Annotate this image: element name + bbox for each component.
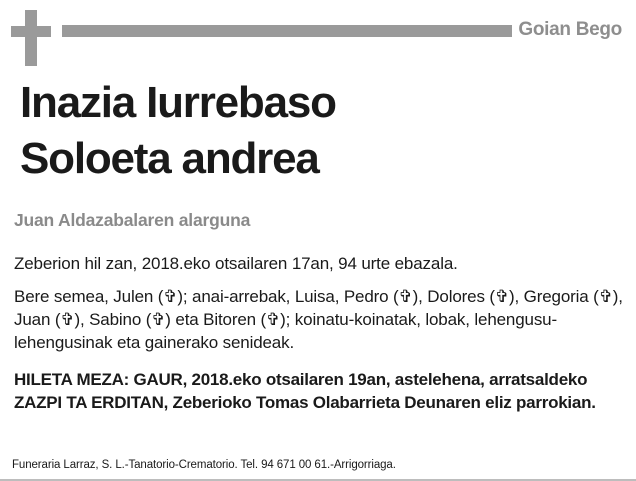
cross-vertical-bar (25, 10, 37, 66)
header-rule (62, 25, 512, 37)
widow-subtitle: Juan Aldazabalaren alarguna (14, 210, 251, 230)
cross-horizontal-bar (11, 26, 51, 37)
funeral-paragraph: HILETA MEZA: GAUR, 2018.eko otsailaren 19an, astelehena, arratsaldeko ZAZPI TA ERDITAN, Zeberioko Tomas Olabarrieta Deunaren eliz parrokian. (14, 370, 596, 412)
family-paragraph: Bere semea, Julen (✞); anai-arrebak, Luisa, Pedro (✞), Dolores (✞), Gregoria (✞), Juan (✞), Sabino (✞) eta Bitoren (✞); koinatu-koinatak, lobak, lehengusu-lehengusinak eta gainerako senideak. (14, 287, 623, 352)
death-notice-paragraph: Zeberion hil zan, 2018.eko otsailaren 17an, 94 urte ebazala. (14, 254, 458, 273)
deceased-name (20, 75, 336, 187)
deceased-name-line-1: Inazia Iurrebaso (20, 78, 336, 127)
funeral-home-footer: Funeraria Larraz, S. L.-Tanatorio-Crematorio. Tel. 94 671 00 61.-Arrigorriaga. (12, 459, 396, 471)
cross-icon (11, 10, 51, 66)
deceased-name-line-2: Soloeta andrea (20, 134, 319, 183)
brand-label: Goian Bego (518, 19, 622, 40)
